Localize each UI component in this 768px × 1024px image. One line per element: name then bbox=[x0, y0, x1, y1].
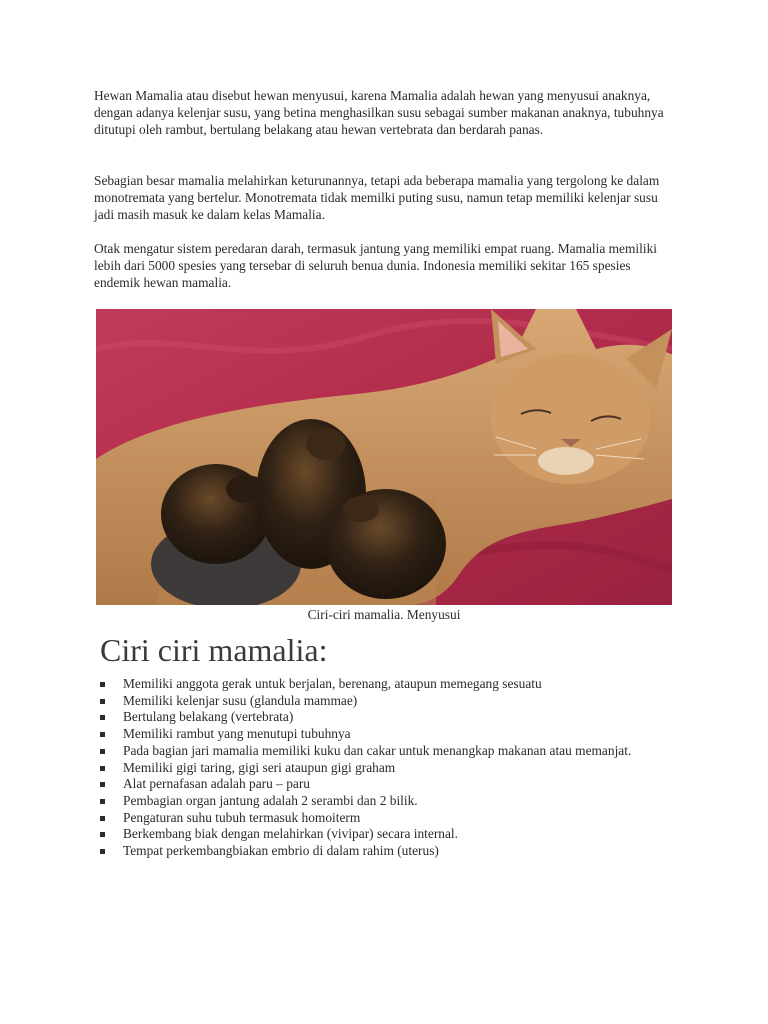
square-bullet-icon bbox=[100, 699, 105, 704]
list-item bbox=[100, 826, 660, 843]
square-bullet-icon bbox=[100, 832, 105, 837]
nursing-cat-photo bbox=[96, 309, 672, 605]
nursing-cat-illustration bbox=[96, 309, 672, 605]
square-bullet-icon bbox=[100, 732, 105, 737]
section-heading: Ciri ciri mamalia: bbox=[100, 632, 328, 668]
monotremata-paragraph: Sebagian besar mamalia melahirkan keturunannya, tetapi ada beberapa mamalia yang tergolong ke dalam monotremata yang bertelur. Monotremata tidak memilki puting susu, namun tetap memiliki kelenjar susu jadi masih masuk ke dalam kelas Mamalia. bbox=[94, 173, 660, 222]
list-item bbox=[100, 843, 660, 860]
list-item bbox=[100, 776, 660, 793]
list-item bbox=[100, 693, 660, 710]
list-item-text: Memiliki anggota gerak untuk berjalan, berenang, ataupun memegang sesuatu bbox=[123, 676, 542, 691]
square-bullet-icon bbox=[100, 782, 105, 787]
intro-paragraph: Hewan Mamalia atau disebut hewan menyusui, karena Mamalia adalah hewan yang menyusui anaknya, dengan adanya kelenjar susu, yang betina menghasilkan susu sebagai sumber makanan anaknya, tubuhnya ditutupi oleh rambut, bertulang belakang atau hewan vertebrata dan berdarah panas. bbox=[94, 88, 664, 137]
species-paragraph: Otak mengatur sistem peredaran darah, termasuk jantung yang memiliki empat ruang. Mamalia memiliki lebih dari 5000 spesies yang tersebar di seluruh benua dunia. Indonesia memiliki sekitar 165 spesies endemik hewan mamalia. bbox=[94, 241, 657, 290]
square-bullet-icon bbox=[100, 816, 105, 821]
list-item-text: Memiliki gigi taring, gigi seri ataupun gigi graham bbox=[123, 759, 396, 775]
square-bullet-icon bbox=[100, 766, 105, 771]
list-item-text: Memiliki rambut yang menutupi tubuhnya bbox=[123, 726, 351, 742]
features-list bbox=[100, 676, 660, 860]
list-item bbox=[100, 810, 660, 827]
list-item-text: Memiliki kelenjar susu (glandula mammae) bbox=[123, 692, 358, 708]
list-item bbox=[100, 760, 660, 777]
list-item bbox=[100, 726, 660, 743]
list-item-text: Berkembang biak dengan melahirkan (vivipar) secara internal. bbox=[123, 826, 458, 842]
list-item-text: Tempat perkembangbiakan embrio di dalam rahim (uterus) bbox=[123, 843, 439, 859]
square-bullet-icon bbox=[100, 715, 105, 720]
list-item bbox=[100, 709, 660, 726]
list-item bbox=[100, 793, 660, 810]
list-item-text: Bertulang belakang (vertebrata) bbox=[123, 709, 294, 725]
list-item bbox=[100, 743, 660, 760]
list-item-text: Alat pernafasan adalah paru – paru bbox=[123, 776, 311, 792]
list-item-text: Pembagian organ jantung adalah 2 serambi dan 2 bilik. bbox=[123, 792, 418, 808]
square-bullet-icon bbox=[100, 749, 105, 754]
list-item-text: Pada bagian jari mamalia memiliki kuku dan cakar untuk menangkap makanan atau memanjat. bbox=[123, 742, 632, 758]
list-item-text: Pengaturan suhu tubuh termasuk homoiterm bbox=[123, 809, 361, 825]
square-bullet-icon bbox=[100, 849, 105, 854]
square-bullet-icon bbox=[100, 682, 105, 687]
photo-caption: Ciri-ciri mamalia. Menyusui bbox=[307, 607, 461, 622]
list-item bbox=[100, 676, 660, 693]
square-bullet-icon bbox=[100, 799, 105, 804]
